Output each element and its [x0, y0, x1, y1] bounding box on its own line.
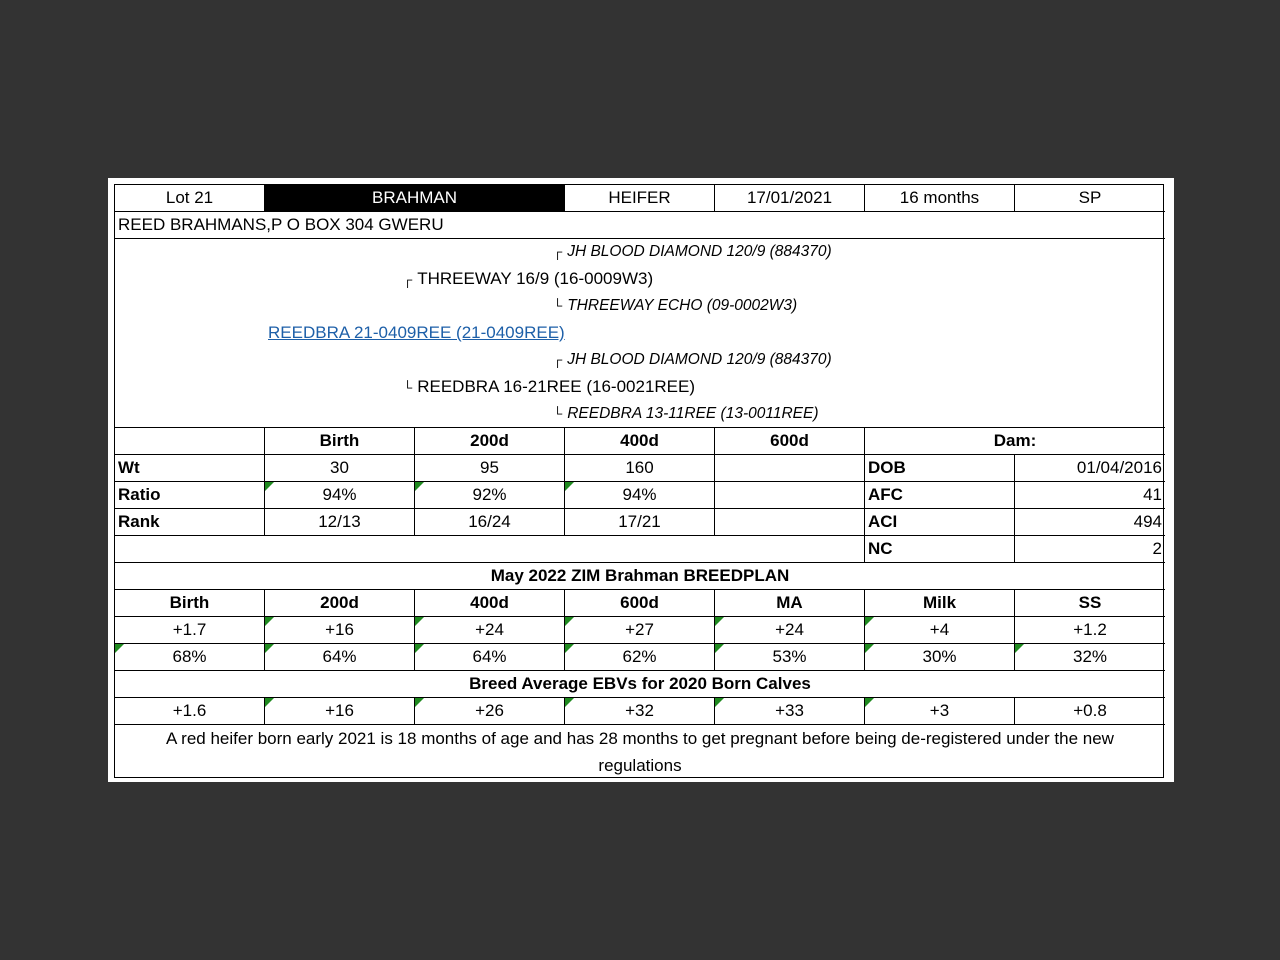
dam-label: AFC [865, 482, 1015, 509]
dam-value: 41 [1015, 482, 1165, 509]
ebv-row [115, 617, 1165, 644]
ebv-header: Birth [115, 590, 265, 617]
ebv-value: +24 [415, 617, 565, 644]
row-label: Rank [115, 509, 265, 536]
ratio-value: 92% [415, 482, 565, 509]
ebv-header: Milk [865, 590, 1015, 617]
pedigree-sire-dam: └ THREEWAY ECHO (09-0002W3) [553, 297, 798, 314]
dam-title: Dam: [865, 428, 1165, 455]
pedigree-dam-dam: └ REEDBRA 13-11REE (13-0011REE) [553, 405, 819, 422]
ebv-value: +16 [265, 617, 415, 644]
average-value: +16 [265, 698, 415, 725]
accuracy-value: 32% [1015, 644, 1165, 671]
weight-value: 160 [565, 455, 715, 482]
lot-sheet [108, 178, 1174, 782]
breed-average-title: Breed Average EBVs for 2020 Born Calves [115, 671, 1165, 698]
lot-number: Lot 21 [115, 185, 265, 212]
breed-average-row [115, 698, 1165, 725]
rank-value: 17/21 [565, 509, 715, 536]
breed-average-title-row [115, 671, 1165, 698]
ebv-value: +4 [865, 617, 1015, 644]
dam-value: 2 [1015, 536, 1165, 563]
accuracy-value: 68% [115, 644, 265, 671]
ratio-value: 94% [265, 482, 415, 509]
ratio-row [115, 482, 1165, 509]
accuracy-value: 64% [415, 644, 565, 671]
weights-header: 200d [415, 428, 565, 455]
accuracy-row [115, 644, 1165, 671]
average-value: +3 [865, 698, 1015, 725]
weight-value [715, 455, 865, 482]
ratio-value [715, 482, 865, 509]
average-value: +0.8 [1015, 698, 1165, 725]
bracket-down-icon: └ [403, 380, 413, 395]
bracket-down-icon: └ [553, 406, 563, 421]
weights-header-row [115, 428, 1165, 455]
ebv-value: +1.2 [1015, 617, 1165, 644]
ebv-header: 400d [415, 590, 565, 617]
weight-value: 30 [265, 455, 415, 482]
ebv-header: SS [1015, 590, 1165, 617]
pedigree-dam-sire: ┌ JH BLOOD DIAMOND 120/9 (884370) [553, 351, 832, 368]
dam-label: DOB [865, 455, 1015, 482]
bracket-up-icon: ┌ [553, 244, 563, 259]
rank-value [715, 509, 865, 536]
breed-label: BRAHMAN [265, 185, 565, 212]
pedigree-block [115, 239, 1165, 428]
accuracy-value: 53% [715, 644, 865, 671]
status-code: SP [1015, 185, 1165, 212]
ratio-value: 94% [565, 482, 715, 509]
birth-date: 17/01/2021 [715, 185, 865, 212]
weights-header: 400d [565, 428, 715, 455]
rank-value: 16/24 [415, 509, 565, 536]
rank-value: 12/13 [265, 509, 415, 536]
sex-label: HEIFER [565, 185, 715, 212]
weights-header: Birth [265, 428, 415, 455]
accuracy-value: 30% [865, 644, 1015, 671]
note-row [115, 725, 1165, 778]
ebv-value: +27 [565, 617, 715, 644]
average-value: +26 [415, 698, 565, 725]
owner-address: REED BRAHMANS,P O BOX 304 GWERU [115, 212, 1165, 239]
weights-header: 600d [715, 428, 865, 455]
animal-link[interactable]: REEDBRA 21-0409REE (21-0409REE) [268, 323, 565, 342]
row-label: Wt [115, 455, 265, 482]
ebv-header: 200d [265, 590, 415, 617]
breedplan-title: May 2022 ZIM Brahman BREEDPLAN [115, 563, 1165, 590]
ebv-value: +1.7 [115, 617, 265, 644]
pedigree-sire: ┌ THREEWAY 16/9 (16-0009W3) [403, 269, 654, 288]
bracket-up-icon: ┌ [403, 272, 413, 287]
average-value: +1.6 [115, 698, 265, 725]
row-label: Ratio [115, 482, 265, 509]
pedigree-sire-sire: ┌ JH BLOOD DIAMOND 120/9 (884370) [553, 243, 832, 260]
ebv-value: +24 [715, 617, 865, 644]
weight-row [115, 455, 1165, 482]
pedigree-dam: └ REEDBRA 16-21REE (16-0021REE) [403, 377, 696, 396]
dam-value: 494 [1015, 509, 1165, 536]
nc-row [115, 536, 1165, 563]
bracket-down-icon: └ [553, 298, 563, 313]
ebv-header: MA [715, 590, 865, 617]
accuracy-value: 64% [265, 644, 415, 671]
owner-row [115, 212, 1165, 239]
lot-table [114, 184, 1164, 778]
weight-value: 95 [415, 455, 565, 482]
rank-row [115, 509, 1165, 536]
average-value: +33 [715, 698, 865, 725]
average-value: +32 [565, 698, 715, 725]
bracket-up-icon: ┌ [553, 352, 563, 367]
breedplan-title-row [115, 563, 1165, 590]
age-label: 16 months [865, 185, 1015, 212]
dam-value: 01/04/2016 [1015, 455, 1165, 482]
breedplan-header-row [115, 590, 1165, 617]
dam-label: ACI [865, 509, 1015, 536]
weights-corner [115, 428, 265, 455]
regulation-note: A red heifer born early 2021 is 18 months of age and has 28 months to get pregnant before being de-registered under the new regulations [166, 728, 1114, 775]
dam-label: NC [865, 536, 1015, 563]
ebv-header: 600d [565, 590, 715, 617]
accuracy-value: 62% [565, 644, 715, 671]
header-row [115, 185, 1165, 212]
empty-cell [115, 536, 865, 563]
